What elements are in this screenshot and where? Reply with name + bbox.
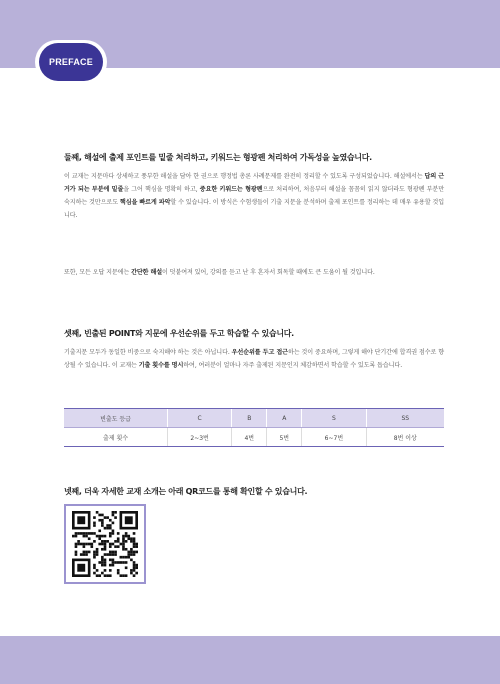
table-cell: 5번 <box>267 428 302 447</box>
table-header-cell: B <box>232 409 267 428</box>
table-header-cell: 빈출도 등급 <box>64 409 168 428</box>
table-header-cell: SS <box>366 409 444 428</box>
table-row <box>64 428 444 447</box>
table-header-cell: A <box>267 409 302 428</box>
qr-code-frame[interactable] <box>64 504 146 584</box>
section-paragraph: 이 교재는 지문마다 상세하고 풍부한 해설을 담아 한 권으로 행정법 총론 사례문제를 완전히 정리할 수 있도록 구성되었습니다. 해설에서는 답의 근거가 되는 부분에 밑줄을 그어 핵심을 명확히 하고, 중요한 키워드는 형광펜으로 처리하여, 처음부터 해설을 꼼꼼히 읽지 않더라도 형광펜 부분만 숙지하는 것만으로도 핵심을 빠르게 파악할 수 있습니다. 이 방식은 수험생들이 기출 지문을 분석하며 출제 포인트를 정리하는 데 매우 유용할 것입니다. <box>64 173 444 219</box>
frequency-table <box>64 408 444 447</box>
section-paragraph: 또한, 모든 오답 지문에는 간단한 해설이 덧붙여져 있어, 강의를 듣고 난 후 혼자서 회독할 때에도 큰 도움이 될 것입니다. <box>64 269 375 276</box>
section-paragraph: 기출지문 모두가 동일한 비중으로 숙지해야 하는 것은 아닙니다. 우선순위를 두고 접근하는 것이 중요하며, 그렇게 해야 단기간에 합격권 점수로 향상될 수 있습니다. 이 교재는 기출 횟수를 명시하여, 여러분이 얼마나 자주 출제된 지문인지 체감하면서 학습할 수 있도록 돕습니다. <box>64 349 445 369</box>
section-heading-second: 둘째, 해설에 출제 포인트를 밑줄 처리하고, 키워드는 형광펜 처리하여 가독성을 높였습니다. <box>64 153 372 162</box>
section-heading-fourth: 넷째, 더욱 자세한 교재 소개는 아래 QR코드를 통해 확인할 수 있습니다. <box>64 487 308 496</box>
table-cell: 출제 횟수 <box>64 428 168 447</box>
preface-badge: PREFACE <box>39 43 103 81</box>
qr-code-icon[interactable] <box>72 511 138 577</box>
table-header-row <box>64 409 444 428</box>
table-cell: 2~3번 <box>168 428 232 447</box>
table-cell: 8번 이상 <box>366 428 444 447</box>
table-header-cell: C <box>168 409 232 428</box>
table-header-cell: S <box>302 409 366 428</box>
table-cell: 4번 <box>232 428 267 447</box>
table-cell: 6~7번 <box>302 428 366 447</box>
bottom-band <box>0 636 500 684</box>
section-heading-third: 셋째, 빈출된 POINT와 지문에 우선순위를 두고 학습할 수 있습니다. <box>64 329 294 338</box>
